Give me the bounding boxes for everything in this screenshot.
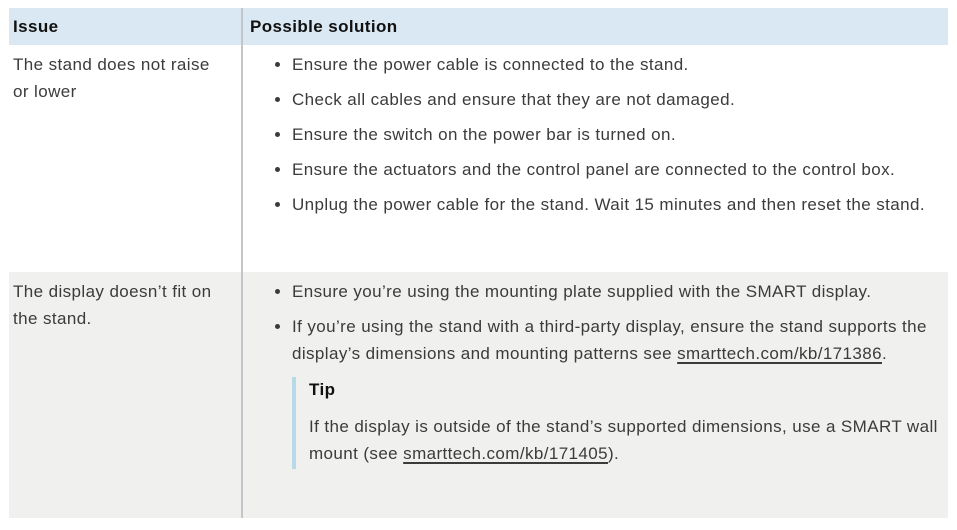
solution-cell <box>241 45 948 272</box>
solution-cell <box>241 272 948 518</box>
solution-text: . <box>881 344 888 363</box>
solution-item <box>292 313 938 367</box>
table-row <box>9 272 948 518</box>
column-header-solution: Possible solution <box>241 8 948 45</box>
solution-item: • Ensure the actuators and the control panel are connected to the control box. <box>292 156 938 183</box>
tip-body <box>309 413 938 467</box>
kb-link-171405[interactable]: smarttech.com/kb/171405 <box>403 444 608 463</box>
solution-item: • Ensure the power cable is connected to the stand. <box>292 51 938 78</box>
solution-list <box>243 51 948 218</box>
column-header-issue: Issue <box>13 16 59 36</box>
tip-callout <box>292 377 938 469</box>
kb-link-171386[interactable]: smarttech.com/kb/171386 <box>677 344 882 363</box>
tip-text: ). <box>607 444 620 463</box>
issue-cell: The stand does not raise or lower <box>13 55 210 101</box>
solution-list <box>243 278 948 367</box>
solution-item: • Ensure you’re using the mounting plate supplied with the SMART display. <box>292 278 938 305</box>
solution-item: • Ensure the switch on the power bar is turned on. <box>292 121 938 148</box>
troubleshooting-table <box>9 8 948 518</box>
tip-text: If the display is outside of the stand’s supported dimensions, use a SMART wall mount (see <box>309 417 938 463</box>
table-header-row <box>9 8 948 45</box>
issue-cell: The display doesn’t fit on the stand. <box>13 282 212 328</box>
solution-text: If you’re using the stand with a third-party display, ensure the stand supports the display’s dimensions and mounting patterns see <box>292 317 927 363</box>
table-row <box>9 45 948 272</box>
tip-title: Tip <box>309 380 336 399</box>
solution-item: • Unplug the power cable for the stand. Wait 15 minutes and then reset the stand. <box>292 191 938 218</box>
solution-item: • Check all cables and ensure that they are not damaged. <box>292 86 938 113</box>
